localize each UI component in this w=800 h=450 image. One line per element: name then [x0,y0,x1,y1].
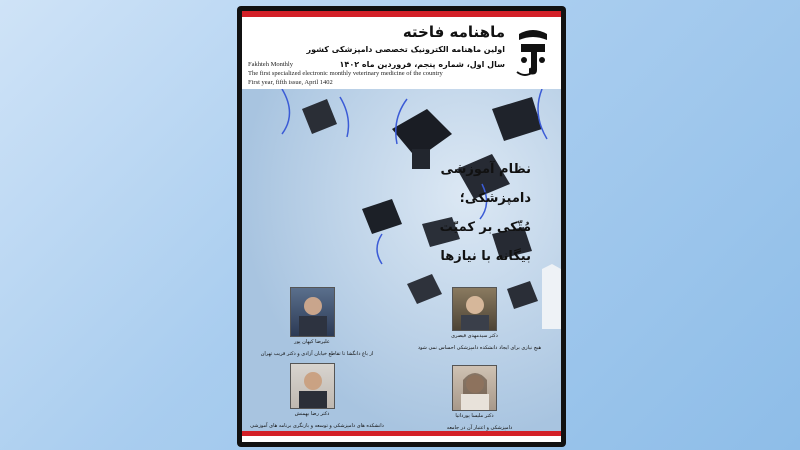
headline-line-4: بیگانه با نیازها [440,249,531,264]
masthead [242,17,561,93]
author-name-2: دکتر سیدمهدی قیصری [451,333,498,339]
magazine-subtitle-en: The first specialized electronic monthly veterinary medicine of the country [248,70,443,77]
article-desc-1: از باغ دانگشا تا تقاطع خیابان آزادی و دکتر قریب تهران [260,351,374,357]
magazine-subtitle-fa: اولین ماهنامه الکترونیک تخصصی دامپزشکی کشور [306,45,505,54]
article-desc-3: دانشکده های دامپزشکی و توسعه و بازنگری برنامه های آموزشی [250,423,384,429]
author-name-1: علیرضا کیهان پور [294,339,330,345]
author-name-3: دکتر رضا بهمنش [294,411,330,417]
author-photo-2 [452,287,497,331]
issue-info-en: First year, fifth issue, April 1402 [248,79,333,86]
author-photo-1 [290,287,335,337]
author-name-4: دکتر ملیسا پورداتیا [455,413,494,419]
cover-headline [440,155,531,271]
magazine-cover [237,6,566,447]
fakhteh-logo-icon [511,23,555,79]
author-photo-3 [290,363,335,409]
magazine-title-fa: ماهنامه فاخته [402,23,505,41]
headline-line-2: دامپزشکی؛ [459,191,531,206]
headline-line-1: نظام آموزشی [440,162,531,177]
cover-page [242,11,561,442]
article-desc-2: هیچ نیازی برای ایجاد دانشکده دامپزشکی احساس نمی شود [417,345,542,351]
headline-line-3: مُتّکی بر کمیّت [439,220,531,235]
issue-info-fa: سال اول، شماره پنجم، فروردین ماه ۱۴۰۲ [339,60,505,69]
bottom-red-stripe [242,431,561,436]
author-photo-4 [452,365,497,411]
magazine-title-en: Fakhteh Monthly [248,61,293,68]
article-desc-4: دامپزشکی و اعتبار آن در جامعه [446,425,513,431]
cover-hero [242,89,561,431]
